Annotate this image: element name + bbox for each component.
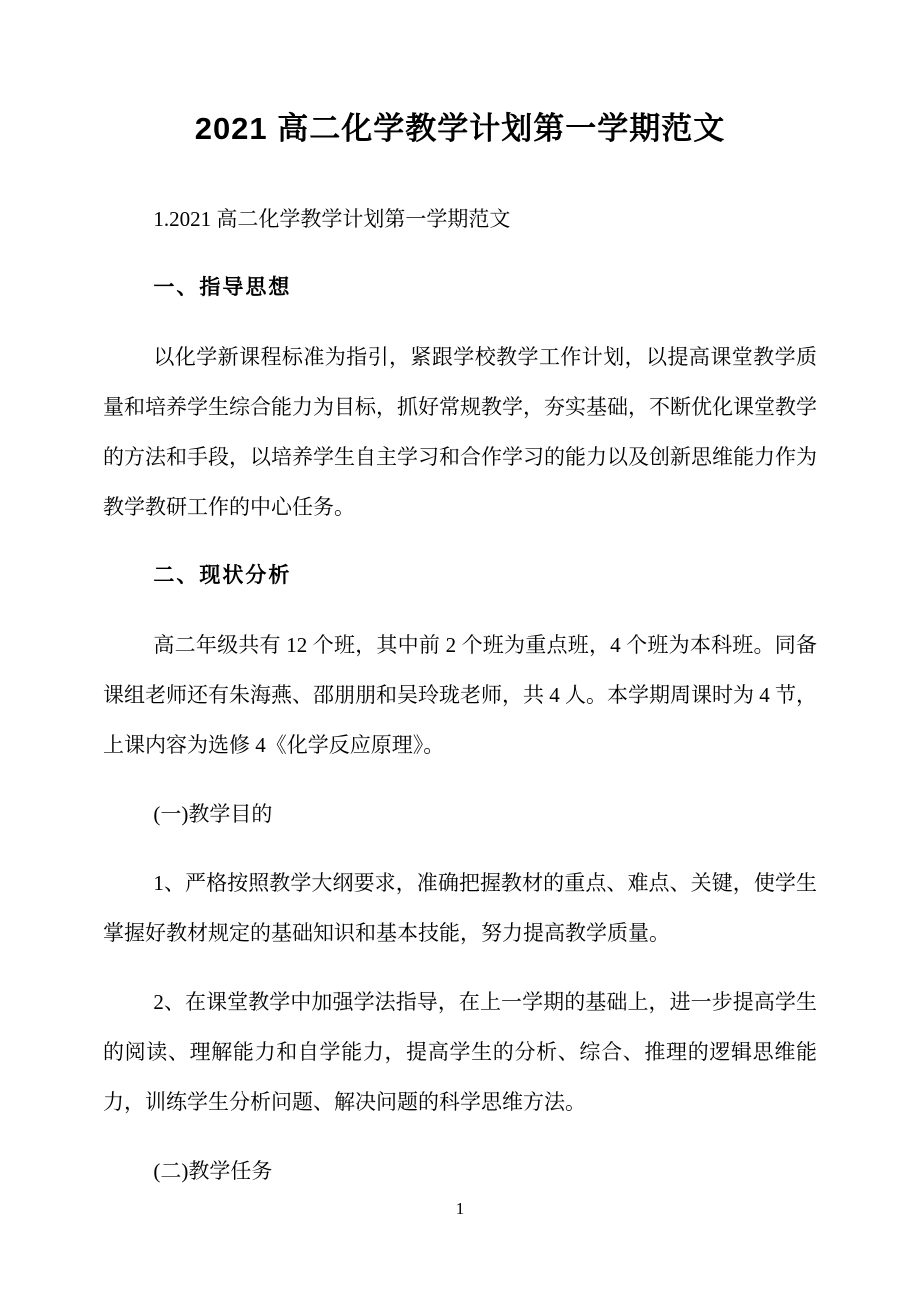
paragraph-teaching-aim-1: 1、严格按照教学大纲要求，准确把握教材的重点、难点、关键，使学生掌握好教材规定的基础知识和基本技能，努力提高教学质量。 xyxy=(103,871,817,945)
paragraph-status-analysis: 高二年级共有 12 个班，其中前 2 个班为重点班，4 个班为本科班。同备课组老师还有朱海燕、邵朋朋和吴玲珑老师，共 4 人。本学期周课时为 4 节，上课内容为选修 4《化学反应原理》。 xyxy=(103,633,817,757)
page-footer xyxy=(0,1196,920,1222)
subheading-teaching-tasks: (二)教学任务 xyxy=(153,1159,273,1183)
intro-line: 1.2021 高二化学教学计划第一学期范文 xyxy=(153,207,511,231)
subheading-teaching-aims: (一)教学目的 xyxy=(153,802,273,826)
paragraph-teaching-aim-2: 2、在课堂教学中加强学法指导，在上一学期的基础上，进一步提高学生的阅读、理解能力和自学能力，提高学生的分析、综合、推理的逻辑思维能力，训练学生分析问题、解决问题的科学思维方法。 xyxy=(103,990,817,1114)
page-number: 1 xyxy=(455,1199,465,1218)
document-title: 2021 高二化学教学计划第一学期范文 xyxy=(194,111,726,146)
section-heading-guiding-ideology: 一、指导思想 xyxy=(153,276,292,299)
section-heading-status-analysis: 二、现状分析 xyxy=(153,564,292,587)
paragraph-guiding-ideology: 以化学新课程标准为指引，紧跟学校教学工作计划，以提高课堂教学质量和培养学生综合能力为目标，抓好常规教学，夯实基础，不断优化课堂教学的方法和手段，以培养学生自主学习和合作学习的能力以及创新思维能力作为教学教研工作的中心任务。 xyxy=(103,345,817,519)
